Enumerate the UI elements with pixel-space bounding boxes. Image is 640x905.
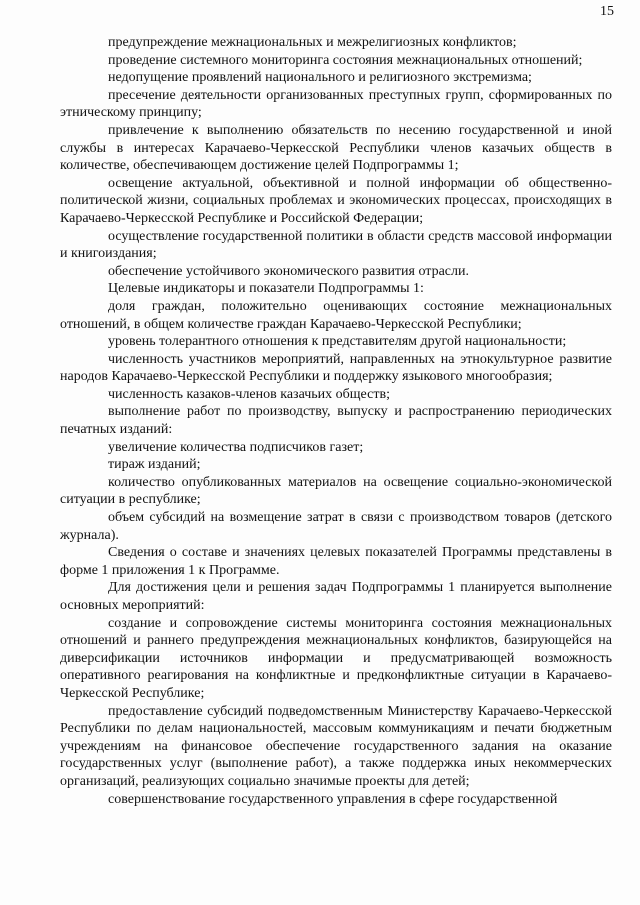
paragraph: проведение системного мониторинга состояния межнациональных отношений; xyxy=(108,52,583,68)
paragraph: создание и сопровождение системы мониторинга состояния межнациональных отношений и раннего предупреждения межнациональных конфликтов, базирующейся на диверсификации источников информации и предусматривающей возможность оперативного реагирования на конфликтные и предконфликтные ситуации в Карачаево-Черкесской Республике; xyxy=(60,615,612,701)
paragraph: численность участников мероприятий, направленных на этнокультурное развитие народов Карачаево-Черкесской Республики и поддержку языкового многообразия; xyxy=(60,351,612,385)
paragraph: Для достижения цели и решения задач Подпрограммы 1 планируется выполнение основных мероприятий: xyxy=(60,580,612,613)
paragraph: доля граждан, положительно оценивающих состояние межнациональных отношений, в общем количестве граждан Карачаево-Черкесской Республики; xyxy=(60,298,612,332)
paragraph: пресечение деятельности организованных преступных групп, сформированных по этническому принципу; xyxy=(60,87,612,121)
paragraph: выполнение работ по производству, выпуску и распространению периодических печатных изданий: xyxy=(60,404,612,438)
paragraph: освещение актуальной, объективной и полной информации об общественно-политической жизни, социальных проблемах и экономических процессах, происходящих в Карачаево-Черкесской Республике и Российской Федерации; xyxy=(60,175,612,226)
paragraph: объем субсидий на возмещение затрат в связи с производством товаров (детского журнала). xyxy=(60,510,612,543)
paragraph: тираж изданий; xyxy=(108,457,201,473)
paragraph: Сведения о составе и значениях целевых показателей Программы представлены в форме 1 приложения 1 к Программе. xyxy=(60,545,612,578)
paragraph: Целевые индикаторы и показатели Подпрограммы 1: xyxy=(108,281,424,297)
paragraph: привлечение к выполнению обязательств по несению государственной и иной службы в интересах Карачаево-Черкесской Республики членов казачьих обществ в количестве, обеспечивающем достижение целей Подпрограммы 1; xyxy=(60,122,612,174)
paragraph: предупреждение межнациональных и межрелигиозных конфликтов; xyxy=(108,35,517,50)
paragraph: численность казаков-членов казачьих обществ; xyxy=(108,386,390,402)
document-body xyxy=(60,34,612,808)
page-number: 15 xyxy=(600,4,614,19)
paragraph: осуществление государственной политики в области средств массовой информации и книгоиздания; xyxy=(60,228,612,262)
paragraph: уровень толерантного отношения к представителям другой национальности; xyxy=(108,334,567,350)
paragraph: совершенствование государственного управления в сфере государственной xyxy=(108,791,558,807)
paragraph: обеспечение устойчивого экономического развития отрасли. xyxy=(108,263,469,279)
paragraph: увеличение количества подписчиков газет; xyxy=(108,439,364,455)
paragraph: количество опубликованных материалов на освещение социально-экономической ситуации в республике; xyxy=(60,474,612,508)
paragraph: предоставление субсидий подведомственным Министерству Карачаево-Черкесской Республики по делам национальностей, массовым коммуникациям и печати бюджетным учреждениям на финансовое обеспечение государственного задания на оказание государственных услуг (выполнение работ), а также поддержка иных некоммерческих организаций, реализующих социально значимые проекты для детей; xyxy=(60,703,612,789)
paragraph: недопущение проявлений национального и религиозного экстремизма; xyxy=(108,70,532,86)
